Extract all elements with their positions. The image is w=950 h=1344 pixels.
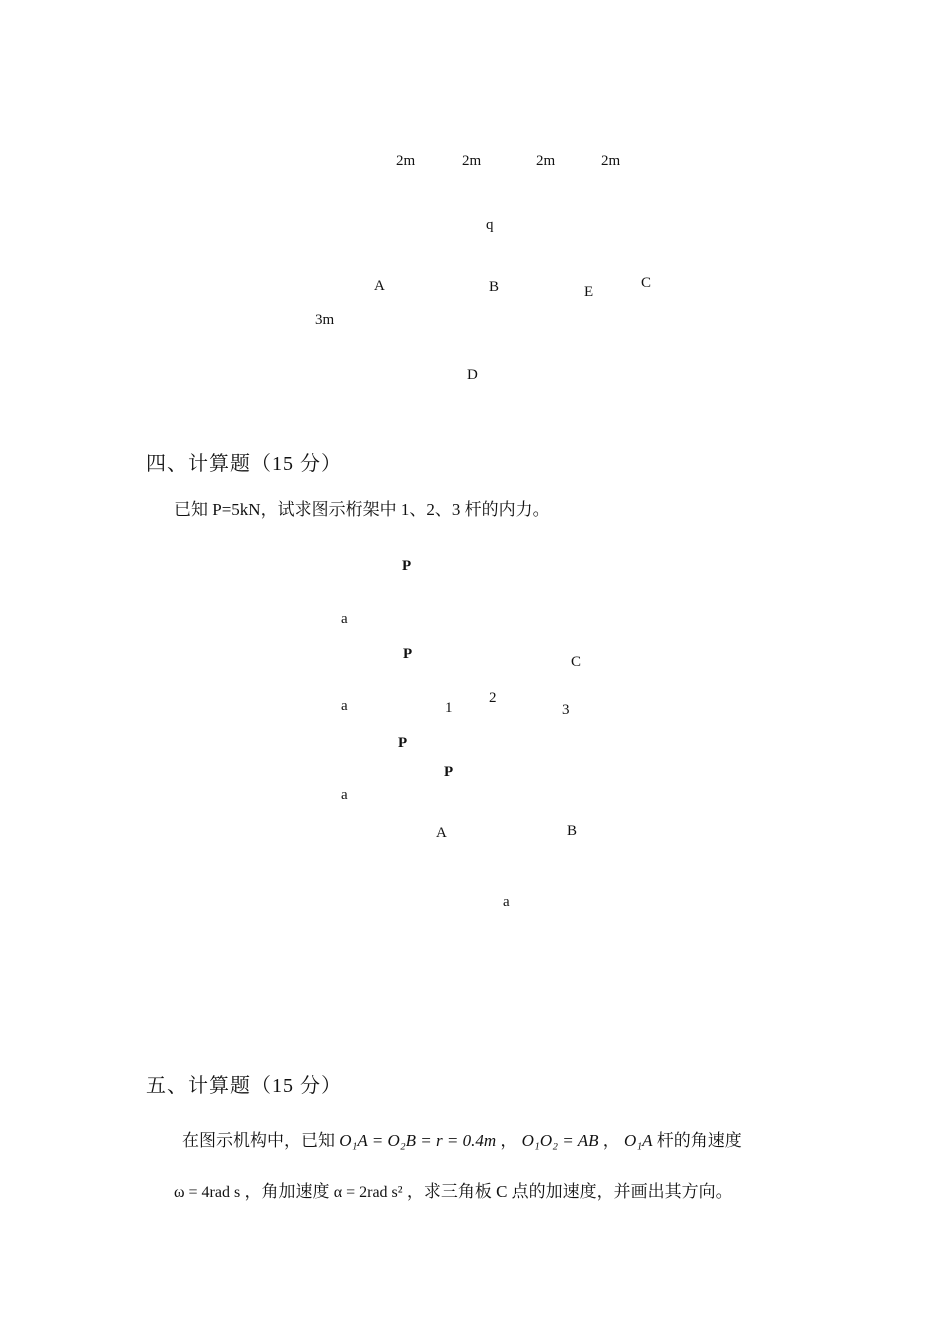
dim-label: 2m xyxy=(462,153,482,169)
dim-label: 2m xyxy=(536,153,556,169)
dim-label-a: a xyxy=(341,611,348,627)
dim-label-a: a xyxy=(503,894,510,910)
load-label-q: q xyxy=(486,217,494,233)
member-label-2: 2 xyxy=(489,690,497,706)
point-label-b: B xyxy=(489,279,500,295)
member-label-1: 1 xyxy=(445,700,453,716)
dim-label-a: a xyxy=(341,787,348,803)
separator: ， xyxy=(602,1131,620,1150)
load-label-p: P xyxy=(402,558,412,574)
line-1-suffix: 杆的角速度 xyxy=(656,1131,742,1150)
dim-label-a: a xyxy=(341,698,348,714)
point-label-a: A xyxy=(374,278,385,294)
load-label-p: P xyxy=(403,646,413,662)
bar-name: O₁A xyxy=(623,1131,653,1150)
section-4-text: 已知 P=5kN，试求图示桁架中 1、2、3 杆的内力。 xyxy=(174,500,550,519)
section-4-heading: 四、计算题（15 分） xyxy=(146,453,342,475)
line-2-suffix: ，求三角板 C 点的加速度，并画出其方向。 xyxy=(406,1182,733,1201)
dim-label: 2m xyxy=(396,153,416,169)
point-label-c: C xyxy=(571,654,582,670)
member-label-3: 3 xyxy=(562,702,570,718)
condition-parallel: O₁O₂ = AB xyxy=(521,1131,599,1150)
line-1-prefix: 在图示机构中，已知 xyxy=(182,1131,335,1150)
height-label: 3m xyxy=(315,312,335,328)
point-label-b: B xyxy=(567,823,578,839)
point-label-c: C xyxy=(641,275,652,291)
angular-acceleration: α = 2rad s² xyxy=(333,1184,403,1201)
line-2-mid: ，角加速度 xyxy=(244,1182,330,1201)
point-label-e: E xyxy=(584,284,594,300)
load-label-p: P xyxy=(398,735,408,751)
point-label-a: A xyxy=(436,825,447,841)
load-label-p: P xyxy=(444,764,454,780)
angular-velocity: ω = 4rad s xyxy=(174,1184,241,1201)
section-5-line-1 xyxy=(182,1126,742,1151)
section-5-heading: 五、计算题（15 分） xyxy=(146,1075,342,1097)
point-label-d: D xyxy=(467,367,478,383)
section-5-line-2 xyxy=(174,1177,733,1202)
separator: ， xyxy=(500,1131,518,1150)
dim-label: 2m xyxy=(601,153,621,169)
condition-equal-lengths: O₁A = O₂B = r = 0.4m xyxy=(339,1131,497,1150)
